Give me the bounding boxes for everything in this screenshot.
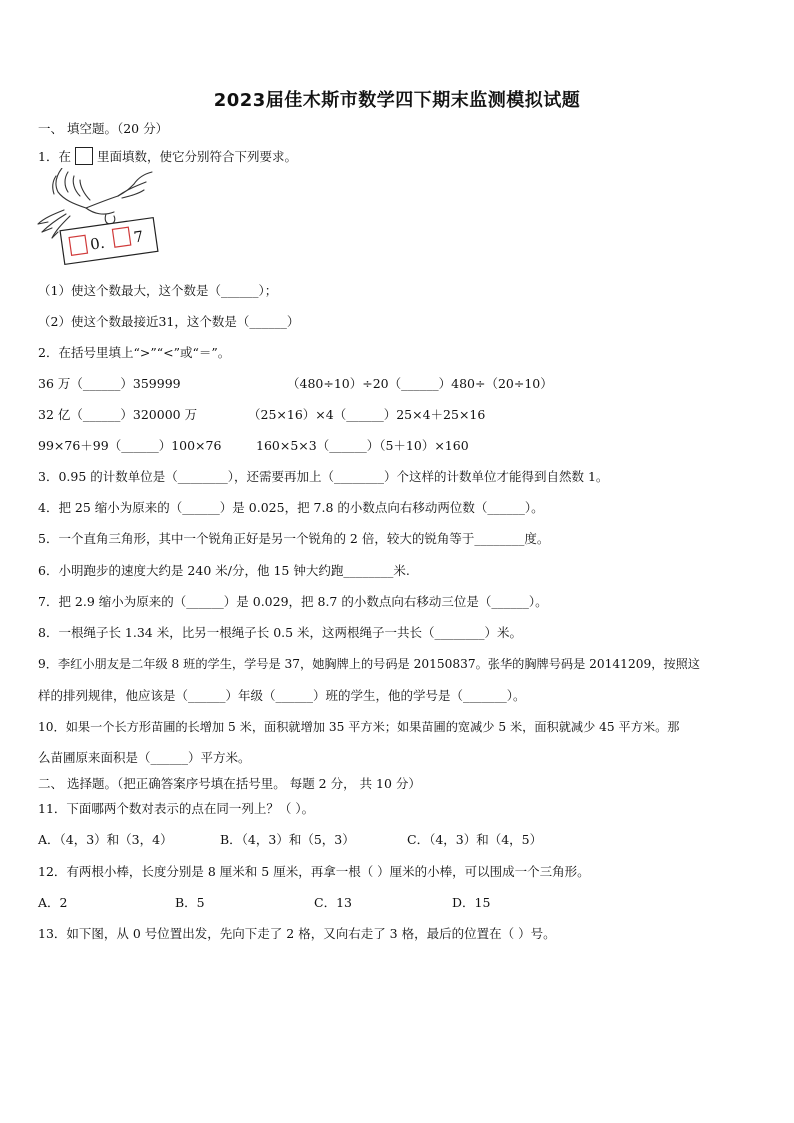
question-2-row-1-right: （480÷10）÷20（______）480÷（20÷10）	[287, 376, 553, 391]
question-13: 13．如下图，从 0 号位置出发，先向下走了 2 格，又向右走了 3 格，最后的位置在（ ）号。	[38, 926, 556, 941]
question-2-row-2-right: （25×16）×4（______）25×4＋25×16	[248, 407, 486, 422]
section-2-heading: 二、 选择题。（把正确答案序号填在括号里。 每题 2 分， 共 10 分）	[38, 776, 421, 791]
blank-box-icon	[75, 147, 93, 165]
question-9-line-1: 9．李红小朋友是二年级 8 班的学生，学号是 37，她胸牌上的号码是 20150837。张华的胸牌号码是 20141209，按照这	[38, 657, 700, 671]
question-1-text-after: 里面填数，使它分别符合下列要求。	[96, 149, 297, 164]
question-3: 3．0.95 的计数单位是（________），还需要再加上（________）个这样的计数单位才能得到自然数 1。	[38, 469, 609, 484]
question-8: 8．一根绳子长 1.34 米，比另一根绳子长 0.5 米，这两根绳子一共长（________）米。	[38, 625, 523, 640]
question-7: 7．把 2.9 缩小为原来的（______）是 0.029，把 8.7 的小数点向右移动三位是（______）。	[38, 594, 548, 609]
sign-digit-7: 7	[132, 227, 145, 247]
question-10-line-2: 么苗圃原来面积是（______）平方米。	[38, 750, 251, 765]
question-12-option-a: A．2	[38, 895, 68, 910]
question-1-text-before: 1．在	[38, 149, 71, 164]
question-6: 6．小明跑步的速度大约是 240 米/分，他 15 钟大约跑________米.	[38, 563, 410, 578]
question-10-line-1: 10．如果一个长方形苗圃的长增加 5 米，面积就增加 35 平方米；如果苗圃的宽减少 5 米，面积就减少 45 平方米。那	[38, 720, 680, 734]
question-2: 2．在括号里填上“>”“<”或“＝”。	[38, 345, 231, 360]
sign-digit-0: 0.	[89, 233, 106, 254]
question-2-row-3-left: 99×76＋99（______）100×76	[38, 438, 222, 453]
bird-holding-sign-illustration	[34, 168, 164, 268]
question-2-row-2-left: 32 亿（______）320000 万	[38, 407, 198, 422]
question-12-option-c: C．13	[314, 895, 352, 910]
question-11-option-a: A．（4，3）和（3，4）	[38, 832, 173, 847]
question-5: 5．一个直角三角形，其中一个锐角正好是另一个锐角的 2 倍，较大的锐角等于________度。	[38, 531, 550, 546]
question-11-option-c: C．（4，3）和（4，5）	[407, 832, 543, 847]
question-11-option-b: B．（4，3）和（5，3）	[220, 832, 355, 847]
question-2-row-3-right: 160×5×3（______）（5＋10）×160	[256, 438, 469, 453]
section-1-heading: 一、 填空题。（20 分）	[38, 121, 169, 136]
question-12-option-b: B．5	[175, 895, 205, 910]
question-12: 12．有两根小棒，长度分别是 8 厘米和 5 厘米，再拿一根（ ）厘米的小棒，可以围成一个三角形。	[38, 864, 590, 879]
question-1	[38, 147, 297, 165]
question-12-option-d: D．15	[452, 895, 491, 910]
question-9-line-2: 样的排列规律，他应该是（______）年级（______）班的学生，他的学号是（_______）。	[38, 688, 526, 703]
question-1-sub-1: （1）使这个数最大，这个数是（______）；	[38, 283, 278, 298]
question-11: 11．下面哪两个数对表示的点在同一列上？（ ）。	[38, 801, 315, 816]
question-4: 4．把 25 缩小为原来的（______）是 0.025，把 7.8 的小数点向右移动两位数（______）。	[38, 500, 544, 515]
question-1-sub-2: （2）使这个数最接近31，这个数是（______）	[38, 314, 300, 329]
question-2-row-1-left: 36 万（______）359999	[38, 376, 181, 391]
page-title: 2023届佳木斯市数学四下期末监测模拟试题	[213, 90, 581, 111]
